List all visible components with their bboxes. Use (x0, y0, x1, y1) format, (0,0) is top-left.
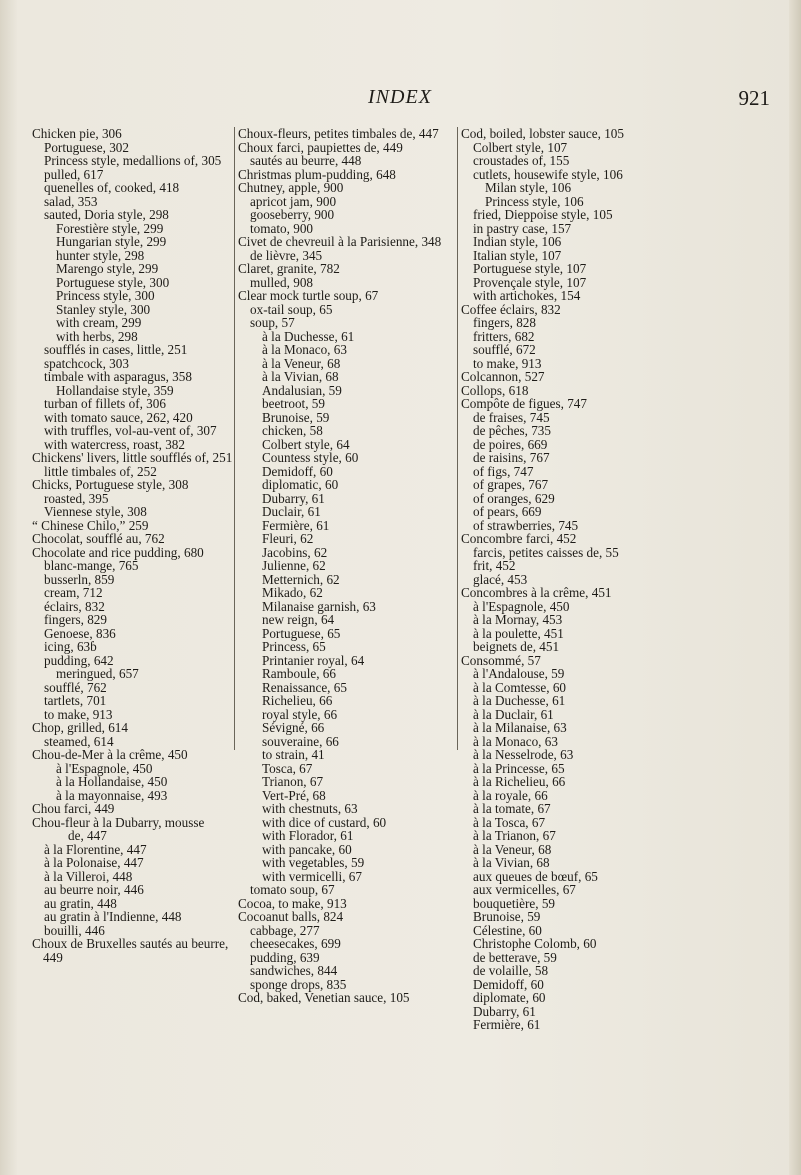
index-entry: Consommé, 57 (461, 652, 541, 668)
index-subentry: à la Comtesse, 60 (473, 679, 567, 695)
index-subentry: croustades of, 155 (473, 153, 570, 168)
index-subentry: with Florador, 61 (262, 828, 354, 843)
index-subentry: à la Hollandaise, 450 (56, 774, 168, 789)
index-subentry: à la Veneur, 68 (262, 355, 341, 371)
index-entry: Chocolate and rice pudding, 680 (32, 544, 204, 560)
index-subentry: turban of fillets of, 306 (44, 396, 166, 411)
index-subentry: fingers, 829 (44, 612, 107, 627)
index-subentry: de lièvre, 345 (250, 247, 323, 263)
index-subentry: apricot jam, 900 (250, 193, 337, 209)
index-subentry: Viennese style, 308 (44, 504, 147, 519)
index-subentry: of strawberries, 745 (473, 517, 579, 533)
index-subentry: Princess, 65 (262, 639, 326, 654)
index-subentry: aux vermicelles, 67 (473, 882, 576, 897)
index-subentry: of pears, 669 (473, 504, 542, 519)
index-subentry: aux queues de bœuf, 65 (473, 868, 598, 884)
index-subentry: Ramboule, 66 (262, 666, 336, 681)
index-subentry: with chestnuts, 63 (262, 801, 358, 816)
index-subentry: à la Princesse, 65 (473, 760, 565, 776)
index-subentry: Tosca, 67 (262, 760, 313, 776)
index-subentry: bouquetière, 59 (473, 895, 556, 911)
index-entry: Choux farci, paupiettes de, 449 (238, 139, 403, 155)
index-subentry: Metternich, 62 (262, 571, 340, 587)
index-subentry: Vert-Pré, 68 (262, 787, 326, 803)
index-subentry: with herbs, 298 (56, 328, 138, 344)
index-subentry: with artichokes, 154 (473, 288, 581, 303)
index-subentry: Printanier royal, 64 (262, 652, 365, 668)
index-subentry: Sévigné, 66 (262, 720, 325, 735)
index-subentry: of grapes, 767 (473, 477, 549, 492)
index-entry: Choux de Bruxelles sautés au beurre, 449 (32, 936, 229, 965)
index-subentry: Italian style, 107 (473, 247, 562, 263)
index-entry: Clear mock turtle soup, 67 (238, 288, 379, 303)
index-subentry: à la Polonaise, 447 (44, 855, 144, 870)
index-subentry: Dubarry, 61 (262, 490, 325, 506)
index-subentry: soup, 57 (250, 315, 295, 330)
index-entry: “ Chinese Chilo,” 259 (32, 517, 149, 533)
index-subentry: fried, Dieppoise style, 105 (473, 207, 613, 222)
index-entry: Choux-fleurs, petites timbales de, 447 (238, 126, 439, 141)
index-subentry: à l'Andalouse, 59 (473, 666, 565, 681)
index-subentry: de, 447 (68, 828, 107, 843)
index-subentry: roasted, 395 (44, 490, 109, 506)
index-subentry: quenelles of, cooked, 418 (44, 180, 180, 195)
index-subentry: Dubarry, 61 (473, 1003, 536, 1019)
index-subentry: de betterave, 59 (473, 949, 557, 965)
index-subentry: souveraine, 66 (262, 733, 339, 749)
index-subentry: Demidoff, 60 (473, 976, 544, 992)
index-subentry: Portuguese style, 107 (473, 261, 587, 276)
index-subentry: à la royale, 66 (473, 787, 548, 803)
index-subentry: soufflés in cases, little, 251 (44, 342, 188, 357)
index-subentry: Renaissance, 65 (262, 679, 347, 695)
index-entry: Chou-fleur à la Dubarry, mousse (32, 814, 205, 830)
index-subentry: icing, 63ɓ (44, 639, 97, 654)
index-subentry: à la Duchesse, 61 (473, 693, 566, 708)
index-subentry: pudding, 642 (44, 652, 114, 668)
index-subentry: Colbert style, 107 (473, 139, 568, 155)
index-subentry: Portuguese, 65 (262, 625, 341, 641)
index-subentry: à la Richelieu, 66 (473, 774, 566, 789)
index-subentry: à la tomate, 67 (473, 801, 551, 816)
index-subentry: Milanaise garnish, 63 (262, 598, 376, 614)
page-header (30, 86, 770, 116)
index-subentry: fritters, 682 (473, 328, 535, 344)
index-subentry: cutlets, housewife style, 106 (473, 166, 623, 182)
index-subentry: à la Florentine, 447 (44, 841, 147, 857)
index-subentry: tartlets, 701 (44, 693, 107, 708)
page-number: 921 (738, 86, 770, 110)
index-subentry: Richelieu, 66 (262, 693, 333, 708)
index-subentry: Célestine, 60 (473, 922, 542, 938)
index-subentry: sandwiches, 844 (250, 963, 338, 978)
index-subentry: Julienne, 62 (262, 558, 326, 573)
index-subentry: of oranges, 629 (473, 490, 555, 506)
index-subentry: to strain, 41 (262, 747, 325, 762)
index-column-2 (238, 127, 459, 1005)
index-entry: Claret, granite, 782 (238, 261, 340, 276)
index-subentry: cabbage, 277 (250, 922, 320, 938)
index-subentry: to make, 913 (44, 706, 113, 722)
index-subentry: glacé, 453 (473, 571, 528, 587)
index-subentry: Princess style, 300 (56, 288, 155, 303)
index-subentry: Milan style, 106 (485, 180, 572, 195)
index-subentry: de volaille, 58 (473, 963, 549, 978)
index-subentry: steamed, 614 (44, 733, 114, 749)
index-column-1 (32, 127, 238, 964)
index-subentry: Princess style, medallions of, 305 (44, 153, 222, 168)
index-subentry: diplomate, 60 (473, 990, 546, 1005)
page-edge (789, 0, 801, 1175)
index-subentry: au beurre noir, 446 (44, 882, 144, 897)
index-subentry: Fermière, 61 (262, 517, 330, 533)
index-subentry: little timbales of, 252 (44, 463, 157, 479)
index-subentry: frit, 452 (473, 558, 516, 573)
index-subentry: à la Villeroi, 448 (44, 868, 133, 884)
index-subentry: Forestière style, 299 (56, 220, 164, 236)
index-subentry: Brunoise, 59 (262, 409, 330, 425)
index-subentry: Portuguese, 302 (44, 139, 129, 155)
index-entry: Colcannon, 527 (461, 369, 545, 384)
index-subentry: with pancake, 60 (262, 841, 352, 857)
index-subentry: au gratin à l'Indienne, 448 (44, 909, 182, 924)
index-subentry: with truffles, vol-au-vent of, 307 (44, 423, 217, 438)
index-subentry: hunter style, 298 (56, 247, 145, 263)
index-entry: Civet de chevreuil à la Parisienne, 348 (238, 234, 442, 249)
index-entry: Chocolat, soufflé au, 762 (32, 531, 165, 546)
index-subentry: with cream, 299 (56, 315, 142, 330)
index-subentry: royal style, 66 (262, 706, 338, 722)
index-subentry: à la Duchesse, 61 (262, 328, 355, 344)
index-subentry: with vermicelli, 67 (262, 868, 362, 884)
index-subentry: à l'Espagnole, 450 (473, 598, 570, 614)
index-entry: Chou-de-Mer à la crême, 450 (32, 747, 188, 762)
index-subentry: with watercress, roast, 382 (44, 436, 185, 452)
index-subentry: sauted, Doria style, 298 (44, 207, 169, 222)
index-subentry: with vegetables, 59 (262, 855, 365, 870)
index-subentry: pudding, 639 (250, 949, 320, 965)
index-subentry: spatchcock, 303 (44, 355, 129, 371)
index-subentry: Brunoise, 59 (473, 909, 541, 924)
index-entry: Cod, baked, Venetian sauce, 105 (238, 990, 410, 1005)
index-subentry: au gratin, 448 (44, 895, 117, 911)
index-subentry: pulled, 617 (44, 166, 104, 182)
index-subentry: de pêches, 735 (473, 423, 551, 438)
index-subentry: diplomatic, 60 (262, 477, 339, 492)
index-subentry: Duclair, 61 (262, 504, 321, 519)
index-subentry: Mikado, 62 (262, 585, 323, 600)
index-subentry: with dice of custard, 60 (262, 814, 387, 830)
index-subentry: beetroot, 59 (262, 396, 325, 411)
index-subentry: Countess style, 60 (262, 450, 359, 465)
index-subentry: Marengo style, 299 (56, 261, 159, 276)
index-entry: Chicken pie, 306 (32, 126, 122, 141)
index-entry: Chou farci, 449 (32, 801, 115, 816)
index-subentry: new reign, 64 (262, 612, 335, 627)
index-entry: Christmas plum-pudding, 648 (238, 166, 396, 182)
index-subentry: Hungarian style, 299 (56, 234, 167, 249)
index-subentry: fingers, 828 (473, 315, 536, 330)
index-subentry: à la poulette, 451 (473, 625, 564, 641)
index-subentry: cheesecakes, 699 (250, 936, 341, 951)
index-entry: Chickens' livers, little soufflés of, 251 (32, 450, 233, 465)
index-subentry: tomato, 900 (250, 220, 314, 236)
index-entry: Chop, grilled, 614 (32, 720, 128, 735)
index-subentry: tomato soup, 67 (250, 882, 335, 897)
index-subentry: Provençale style, 107 (473, 274, 587, 290)
index-subentry: farcis, petites caisses de, 55 (473, 544, 619, 560)
index-subentry: meringued, 657 (56, 666, 139, 681)
index-subentry: à la mayonnaise, 493 (56, 787, 168, 803)
page-title: INDEX (368, 86, 432, 108)
index-subentry: Princess style, 106 (485, 193, 584, 209)
index-subentry: à la Duclair, 61 (473, 706, 554, 722)
index-subentry: à la Milanaise, 63 (473, 720, 567, 735)
index-entry: Cocoa, to make, 913 (238, 895, 347, 911)
index-subentry: à la Vivian, 68 (473, 855, 550, 870)
index-subentry: soufflé, 762 (44, 679, 107, 695)
index-subentry: timbale with asparagus, 358 (44, 369, 192, 384)
index-subentry: cream, 712 (44, 585, 103, 600)
index-subentry: Andalusian, 59 (262, 382, 342, 398)
index-subentry: ox-tail soup, 65 (250, 301, 333, 317)
index-subentry: with tomato sauce, 262, 420 (44, 409, 193, 425)
index-subentry: Demidoff, 60 (262, 463, 333, 479)
index-subentry: à la Trianon, 67 (473, 828, 556, 843)
index-subentry: Genoese, 836 (44, 625, 116, 641)
index-subentry: à la Mornay, 453 (473, 612, 563, 627)
index-subentry: busserln, 859 (44, 571, 115, 587)
index-subentry: Indian style, 106 (473, 234, 562, 249)
index-subentry: sponge drops, 835 (250, 976, 347, 992)
index-subentry: sautés au beurre, 448 (250, 153, 362, 168)
index-entry: Cod, boiled, lobster sauce, 105 (461, 126, 624, 141)
index-entry: Chutney, apple, 900 (238, 180, 344, 195)
index-subentry: of figs, 747 (473, 463, 534, 479)
index-subentry: éclairs, 832 (44, 598, 105, 614)
index-entry: Collops, 618 (461, 382, 529, 398)
index-subentry: à la Veneur, 68 (473, 841, 552, 857)
index-subentry: à la Nesselrode, 63 (473, 747, 574, 762)
index-subentry: Portuguese style, 300 (56, 274, 170, 290)
index-subentry: Christophe Colomb, 60 (473, 936, 597, 951)
index-subentry: de raisins, 767 (473, 450, 550, 465)
index-subentry: bouilli, 446 (44, 922, 105, 938)
index-entry: Coffee éclairs, 832 (461, 301, 561, 317)
index-subentry: Jacobins, 62 (262, 544, 328, 560)
index-entry: Concombre farci, 452 (461, 531, 577, 546)
index-subentry: blanc-mange, 765 (44, 558, 139, 573)
index-subentry: in pastry case, 157 (473, 220, 572, 236)
index-subentry: à l'Espagnole, 450 (56, 760, 153, 776)
index-subentry: Hollandaise style, 359 (56, 382, 174, 398)
index-entry: Concombres à la crême, 451 (461, 585, 612, 600)
index-subentry: Fermière, 61 (473, 1017, 541, 1032)
index-column-3 (461, 127, 673, 1032)
index-subentry: Fleuri, 62 (262, 531, 314, 546)
index-entry: Chicks, Portuguese style, 308 (32, 477, 189, 492)
index-subentry: à la Tosca, 67 (473, 814, 546, 830)
index-entry: Compôte de figues, 747 (461, 396, 587, 411)
index-subentry: de fraises, 745 (473, 409, 550, 425)
index-subentry: salad, 353 (44, 193, 98, 209)
index-subentry: Colbert style, 64 (262, 436, 350, 452)
index-subentry: soufflé, 672 (473, 342, 536, 357)
index-subentry: à la Monaco, 63 (473, 733, 558, 749)
index-subentry: à la Monaco, 63 (262, 342, 347, 357)
index-subentry: Trianon, 67 (262, 774, 324, 789)
index-subentry: to make, 913 (473, 355, 542, 371)
index-subentry: de poires, 669 (473, 436, 548, 452)
index-subentry: chicken, 58 (262, 423, 323, 438)
index-entry: Cocoanut balls, 824 (238, 909, 344, 924)
index-subentry: gooseberry, 900 (250, 207, 335, 222)
index-subentry: Stanley style, 300 (56, 301, 151, 317)
index-subentry: beignets de, 451 (473, 639, 560, 654)
index-subentry: mulled, 908 (250, 274, 314, 290)
index-subentry: à la Vivian, 68 (262, 369, 339, 384)
